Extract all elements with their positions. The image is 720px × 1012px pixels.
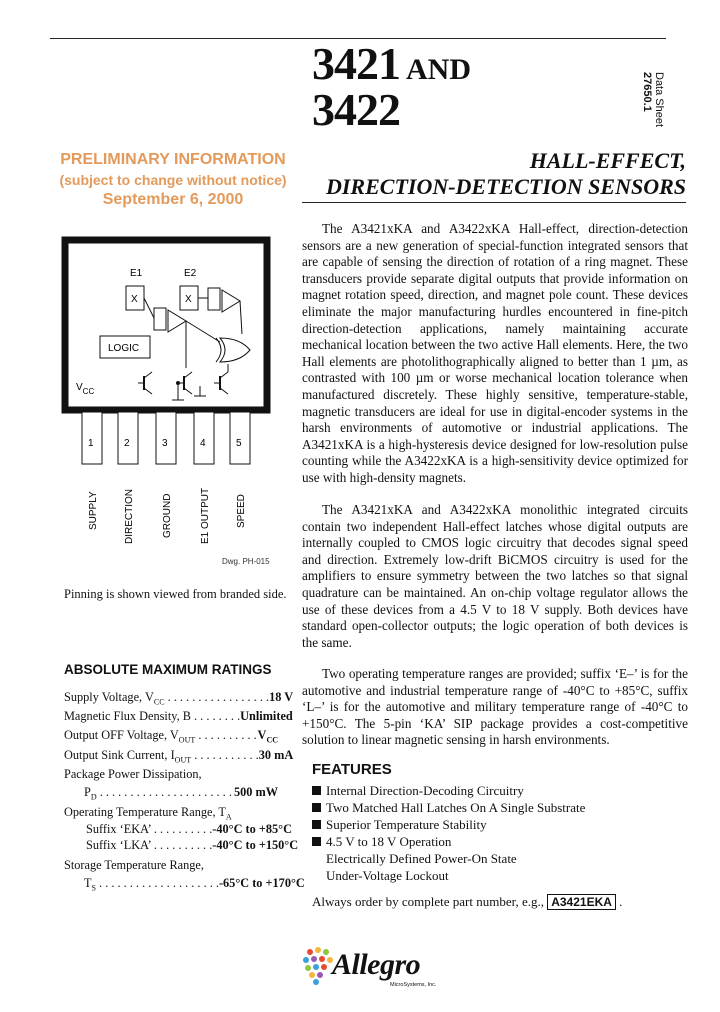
allegro-logo-text: Allegro bbox=[332, 948, 421, 981]
svg-text:5: 5 bbox=[236, 438, 242, 449]
title-rule bbox=[302, 202, 686, 203]
title-line2: DIRECTION-DETECTION SENSORS bbox=[325, 174, 686, 199]
pin-name-supply: SUPPLY bbox=[88, 491, 99, 530]
svg-text:4: 4 bbox=[200, 438, 206, 449]
pin-1 bbox=[82, 412, 102, 464]
feature-item: Superior Temperature Stability bbox=[312, 817, 487, 834]
bullet-icon bbox=[312, 803, 321, 812]
logic-block: LOGIC bbox=[108, 343, 140, 354]
order-note: Always order by complete part number, e.g., A3421EKA . bbox=[312, 894, 623, 909]
pin-name-ground: GROUND bbox=[162, 493, 173, 538]
pin-name-speed: SPEED bbox=[236, 494, 247, 528]
and-word: AND bbox=[406, 53, 471, 86]
e1-label: E1 bbox=[130, 268, 143, 279]
rating-power-dissipation: $P_D$ . . . . . . . . . . . . . . . . . . . . . . 500 mW bbox=[84, 785, 278, 802]
side-label bbox=[605, 72, 665, 126]
rating-supply-voltage: Supply Voltage, $V_{CC}$ . . . . . . . . . . . . . . . . . 18 V bbox=[64, 690, 294, 707]
rating-output-sink-current: Output Sink Current, $I_{OUT}$ . . . . . . . . . . . 30 mA bbox=[64, 748, 294, 765]
rating-power-dissipation-label: Package Power Dissipation, bbox=[64, 767, 202, 781]
feature-item: Internal Direction-Decoding Circuitry bbox=[312, 783, 524, 800]
e2-label: E2 bbox=[184, 268, 197, 279]
feature-sub-item: Electrically Defined Power-On State bbox=[326, 851, 517, 866]
svg-text:3: 3 bbox=[162, 438, 168, 449]
pin-name-direction: DIRECTION bbox=[124, 489, 135, 544]
rating-storage-temp-label: Storage Temperature Range, bbox=[64, 858, 204, 872]
drawing-number: Dwg. PH-015 bbox=[222, 557, 270, 566]
part-number-example: A3421EKA bbox=[547, 894, 616, 910]
title-line1: HALL-EFFECT, bbox=[529, 148, 686, 173]
rating-suffix-lka: Suffix ‘LKA’ . . . . . . . . . . -40°C to +150°C bbox=[86, 838, 299, 852]
svg-text:2: 2 bbox=[124, 438, 130, 449]
pin-3 bbox=[156, 412, 176, 464]
bullet-icon bbox=[312, 820, 321, 829]
allegro-logo-subtitle: MicroSystems, Inc. bbox=[390, 982, 437, 988]
body-para-3: Two operating temperature ranges are provided; suffix ‘E–’ is for the automotive and industrial temperature range of -40°C to +85°C, suffix ‘L–’ is for the automotive and military temperature range of -40°C to +150°C. The 5-pin ‘KA’ SIP package provides a cost-competitive solution to linear magnetic sensing in harsh environments. bbox=[302, 666, 688, 748]
pin-5 bbox=[230, 412, 250, 464]
body-para-2: The A3421xKA and A3422xKA monolithic integrated circuits contain two independent Hall-effect latches whose digital outputs are internally coupled to CMOS logic circuitry that decodes signal speed and direction. Extremely low-drift BiCMOS circuitry is used for the amplifiers to ensure symmetry between the two latches so that signal quadrature can be maintained. An on-chip voltage regulator allows the use of these devices from a 4.5 V to 18 V supply. Both devices have standard open-collector outputs; the logic operation of both devices is the same. bbox=[302, 502, 688, 650]
prelim-line1: PRELIMINARY INFORMATION bbox=[60, 151, 286, 168]
bullet-icon bbox=[312, 837, 321, 846]
pin-2 bbox=[118, 412, 138, 464]
data-sheet-number: 27650.1 bbox=[641, 72, 653, 112]
feature-sub-item: Under-Voltage Lockout bbox=[326, 868, 449, 883]
rating-operating-temp-label: Operating Temperature Range, $T_A$ bbox=[64, 805, 232, 822]
bullet-icon bbox=[312, 786, 321, 795]
data-sheet-label: Data Sheet bbox=[653, 72, 665, 128]
vcc-label: $V_{CC}$ bbox=[76, 382, 95, 396]
body-para-1: The A3421xKA and A3422xKA Hall-effect, direction-detection sensors are a new generation of special-function integrated sensors that are capable of sensing the direction of rotation of a ring magnet. These transducers provide separate digital outputs that provide information on magnet rotation speed, direction, and magnet pole count. These devices eliminate the major manufacturing hurdles encountered in fine-pitch direction-detection applications, namely maintaining accurate mechanical location between the two active Hall elements. Here, the two Hall elements are photolithographically aligned to better than 1 µm, as contrasted with 100 µm or worse mechanical location tolerance when manufactured discretely. These highly sensitive, temperature-stable, magnetic transducers are ideal for use in digital-encoder systems in the harsh environments of automotive or industrial applications. The A3421xKA is a high-hysteresis device designed for low-resolution pulse counting while the A3422xKA is a high-sensitivity device optimized for use with high-density magnets. bbox=[302, 221, 688, 485]
preliminary-notice bbox=[50, 150, 296, 210]
pinning-caption: Pinning is shown viewed from branded side. bbox=[64, 587, 287, 601]
prelim-line2: (subject to change without notice) bbox=[59, 172, 287, 188]
svg-text:1: 1 bbox=[88, 438, 94, 449]
feature-item: Two Matched Hall Latches On A Single Substrate bbox=[312, 800, 585, 817]
ratings-title: ABSOLUTE MAXIMUM RATINGS bbox=[64, 662, 272, 677]
prelim-date: September 6, 2000 bbox=[102, 191, 244, 208]
feature-item: 4.5 V to 18 V Operation bbox=[312, 834, 451, 851]
hall-element-2: X bbox=[185, 294, 192, 305]
hall-element-1: X bbox=[131, 294, 138, 305]
rating-storage-temp: $T_S$ . . . . . . . . . . . . . . . . . . . . -65°C to +170°C bbox=[84, 876, 305, 893]
part-number-1: 3421 bbox=[312, 38, 400, 89]
package-block-diagram bbox=[60, 238, 300, 578]
part-number-3422: 3422 bbox=[312, 84, 400, 135]
features-title: FEATURES bbox=[312, 761, 392, 778]
pin-name-e1-output: E1 OUTPUT bbox=[200, 487, 211, 544]
rating-flux-density: Magnetic Flux Density, B . . . . . . . . Unlimited bbox=[64, 709, 293, 723]
rating-suffix-eka: Suffix ‘EKA’ . . . . . . . . . . -40°C to +85°C bbox=[86, 822, 292, 836]
rating-output-off-voltage: Output OFF Voltage, $V_{OUT}$ . . . . . . . . . . $V_{CC}$ bbox=[64, 728, 278, 745]
pin-4 bbox=[194, 412, 214, 464]
product-title bbox=[326, 148, 686, 200]
